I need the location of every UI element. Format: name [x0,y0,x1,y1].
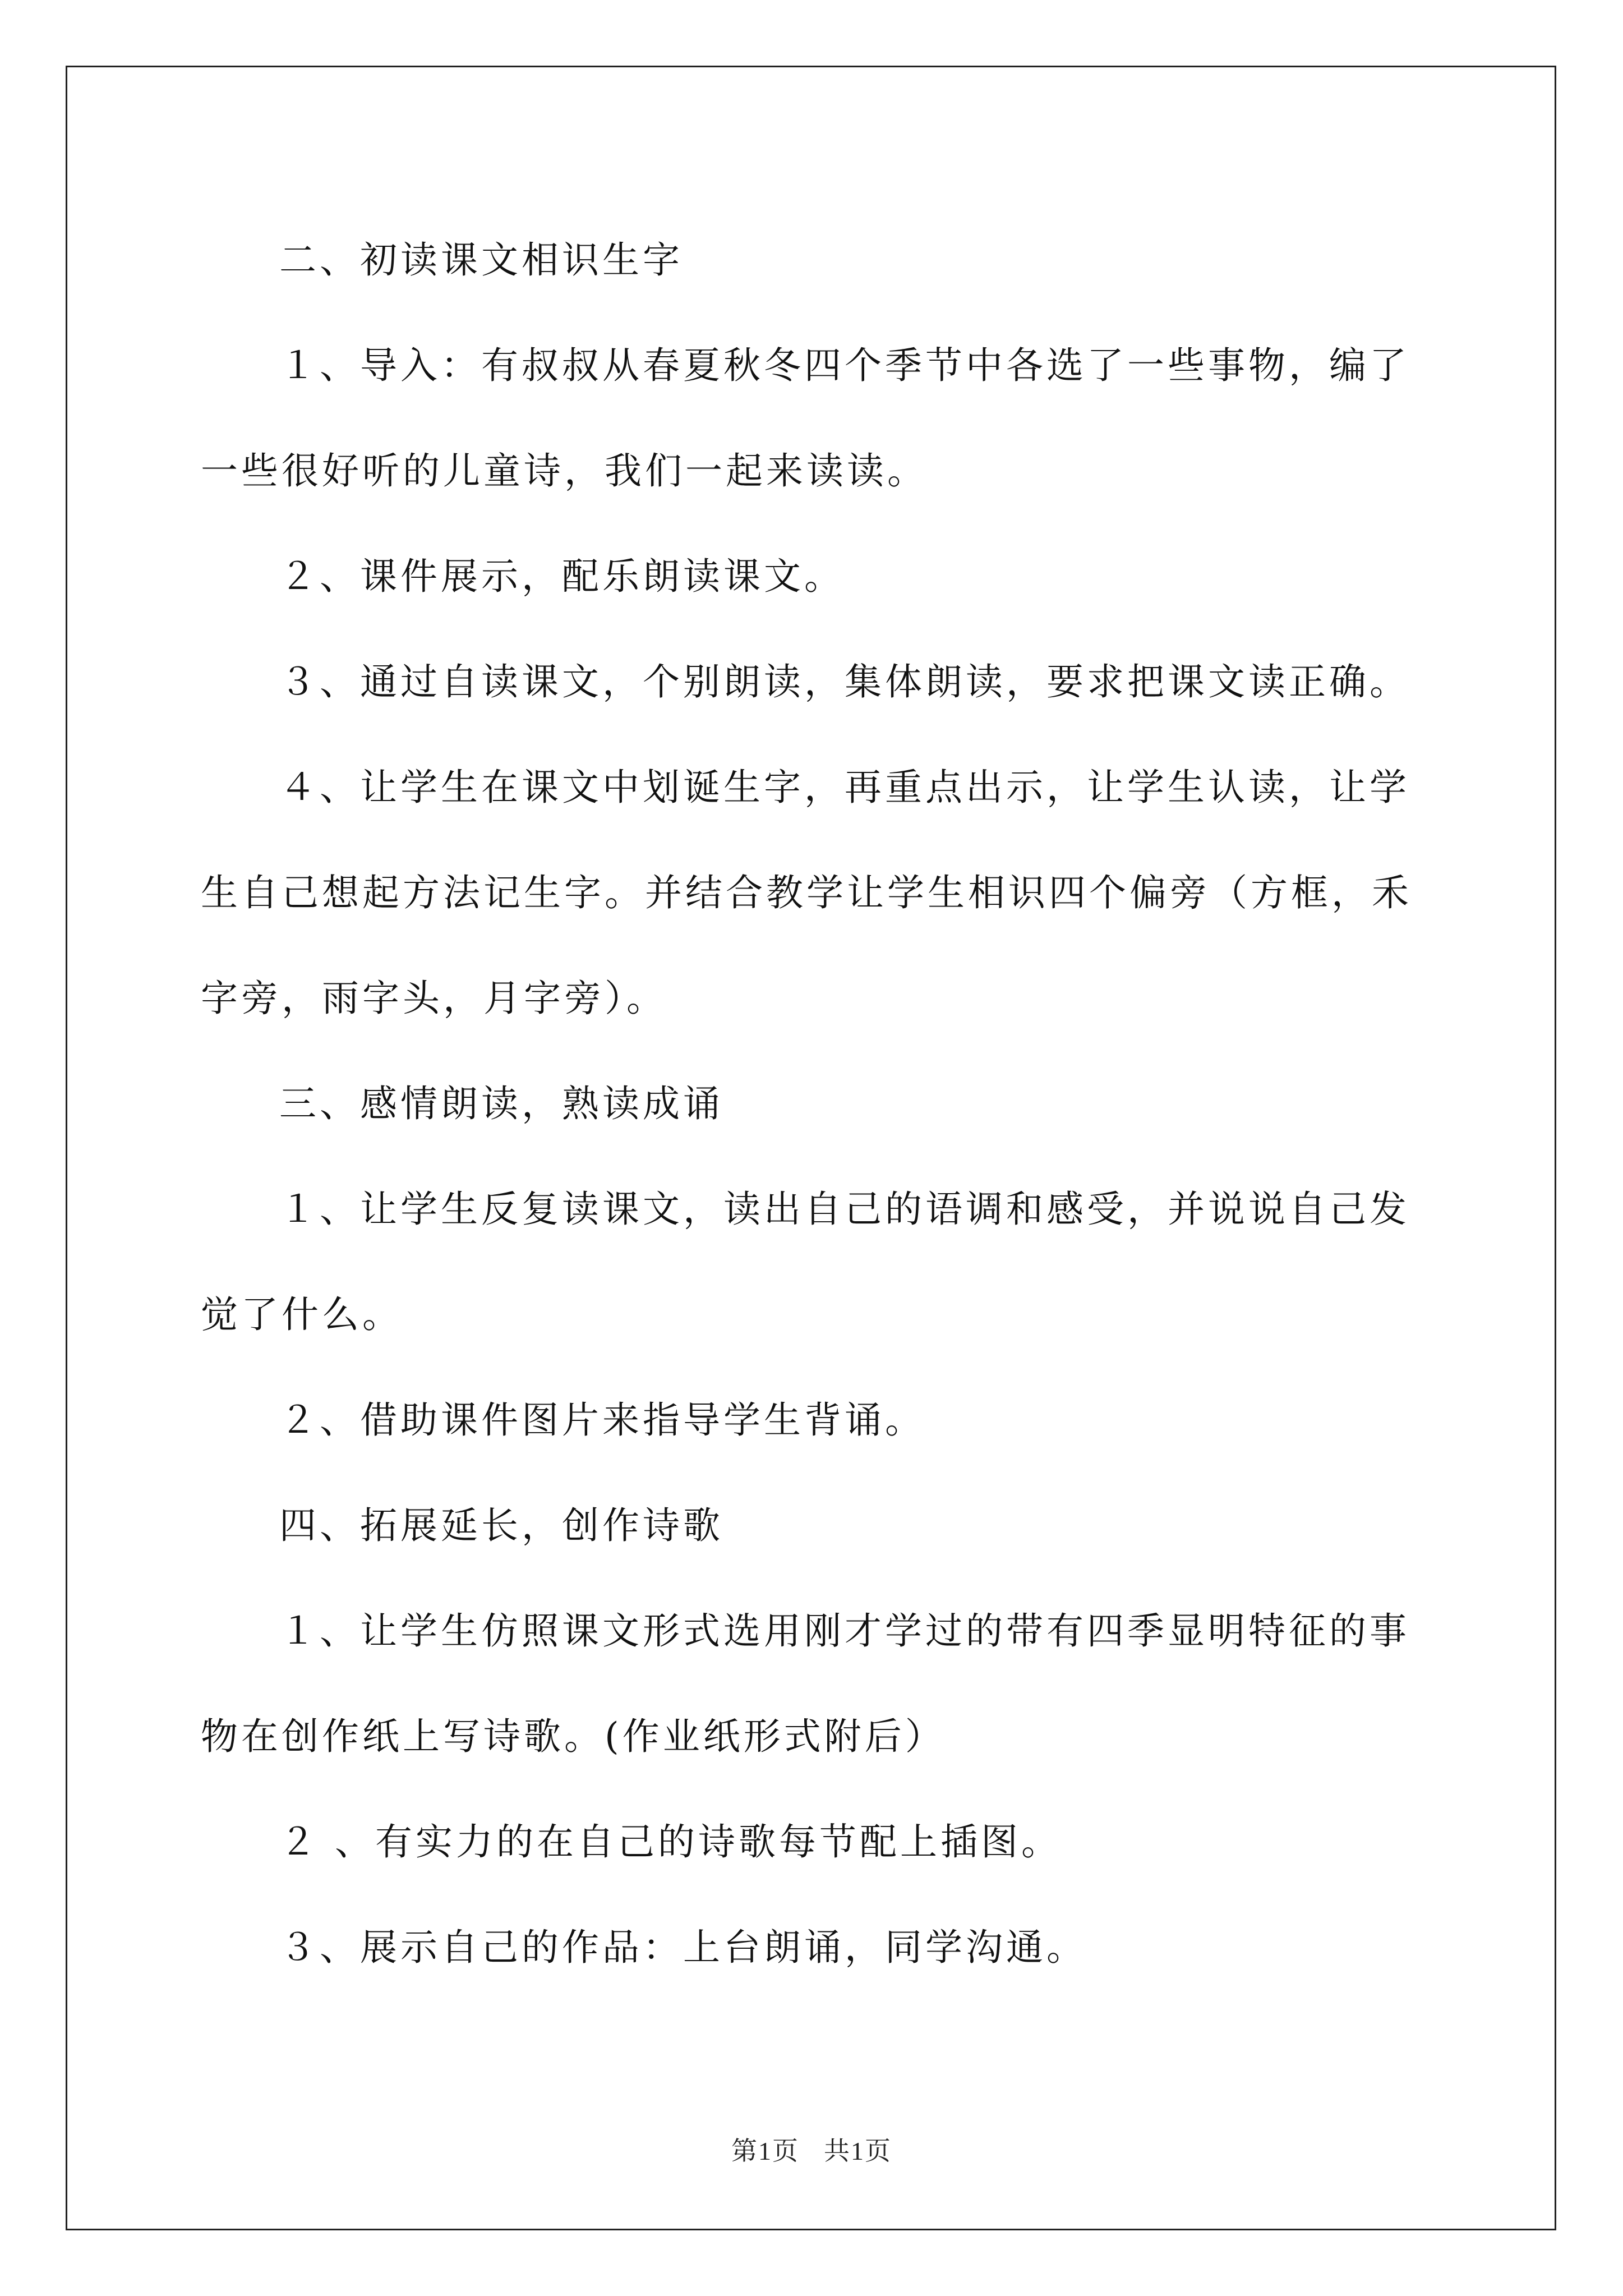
paragraph-line: 觉了什么。 [201,1293,403,1336]
page-number-total: 共1页 [824,2137,892,2165]
paragraph-line: ２ 、有实力的在自己的诗歌每节配上插图。 [279,1820,1062,1864]
paragraph-line: 生自己想起方法记生字。并结合教学让学生相识四个偏旁（方框，禾 [201,871,1412,914]
paragraph-line: １、导入：有叔叔从春夏秋冬四个季节中各选了一些事物，编了 [279,344,1410,387]
paragraph-line: 物在创作纸上写诗歌。(作业纸形式附后） [201,1715,946,1758]
section-heading-4: 四、拓展延长，创作诗歌 [279,1504,723,1547]
section-heading-2: 二、初读课文相识生字 [279,238,683,282]
paragraph-line: 一些很好听的儿童诗，我们一起来读读。 [201,449,928,493]
section-heading-3: 三、感情朗读，熟读成诵 [279,1082,723,1125]
paragraph-line: ３、展示自己的作品：上台朗诵，同学沟通。 [279,1926,1087,1969]
paragraph-line: １、让学生反复读课文，读出自己的语调和感受，并说说自己发 [279,1188,1410,1231]
paragraph-line: １、让学生仿照课文形式选用刚才学过的带有四季显明特征的事 [279,1609,1410,1653]
paragraph-line: ２、借助课件图片来指导学生背诵。 [279,1398,925,1442]
paragraph-line: ２、课件展示，配乐朗读课文。 [279,555,845,598]
page-number-current: 第1页 [731,2137,799,2165]
page-footer [0,2131,1623,2168]
paragraph-line: 字旁，雨字头，月字旁）。 [201,977,667,1020]
paragraph-line: ３、通过自读课文，个别朗读，集体朗读，要求把课文读正确。 [279,660,1410,703]
document-body [201,208,1435,2000]
paragraph-line: ４、让学生在课文中划诞生字，再重点出示，让学生认读，让学 [279,766,1410,809]
